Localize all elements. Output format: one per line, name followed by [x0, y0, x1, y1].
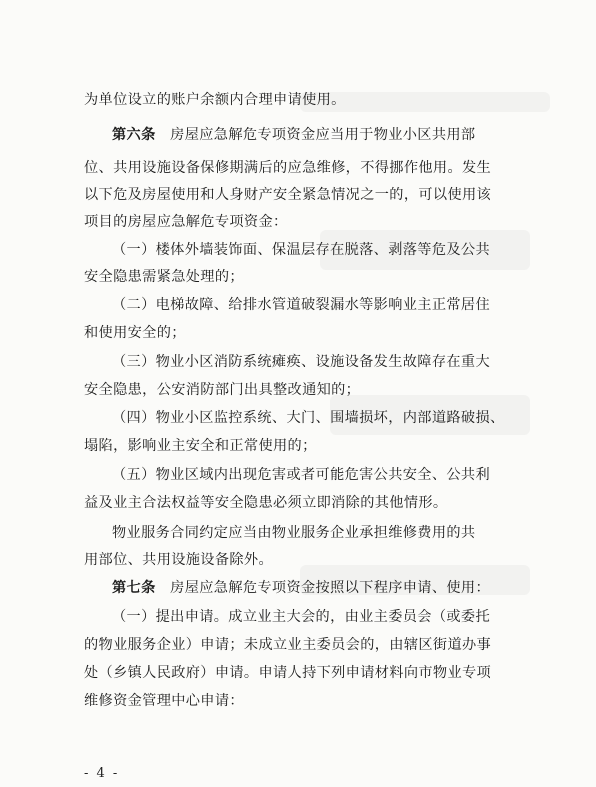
- text-line: 物业服务合同约定应当由物业服务企业承担维修费用的共: [112, 525, 476, 541]
- article-number: 第七条: [112, 580, 156, 596]
- article-heading-line: 第七条 房屋应急解危专项资金按照以下程序申请、使用：: [112, 580, 490, 596]
- text-line: （四）物业小区监控系统、大门、围墙损坏，内部道路破损、: [112, 410, 505, 426]
- text-line: 项目的房屋应急解危专项资金：: [84, 214, 288, 230]
- text-line: 以下危及房屋使用和人身财产安全紧急情况之一的，可以使用该: [84, 187, 492, 203]
- text-line: （三）物业小区消防系统瘫痪、设施设备发生故障存在重大: [112, 354, 490, 370]
- text-line: 处（乡镇人民政府）申请。申请人持下列申请材料向市物业专项: [84, 665, 492, 681]
- text-line: 维修资金管理中心申请：: [84, 693, 244, 709]
- article-number: 第六条: [112, 127, 156, 143]
- text-line: （一）提出申请。成立业主大会的，由业主委员会（或委托: [112, 609, 490, 625]
- text-line: 安全隐患需紧急处理的；: [84, 269, 244, 285]
- text-line: 为单位设立的账户余额内合理申请使用。: [84, 92, 346, 108]
- text-line: 用部位、共用设施设备除外。: [84, 552, 273, 568]
- text-line: 位、共用设施设备保修期满后的应急维修，不得挪作他用。发生: [84, 160, 492, 176]
- text-line: 塌陷，影响业主安全和正常使用的；: [84, 438, 317, 454]
- text-line: （一）楼体外墙装饰面、保温层存在脱落、剥落等危及公共: [112, 242, 490, 258]
- text-line: 的物业服务企业）申请；未成立业主委员会的，由辖区街道办事: [84, 637, 492, 653]
- text-line: 安全隐患，公安消防部门出具整改通知的；: [84, 382, 361, 398]
- page-number: - 4 -: [84, 766, 120, 781]
- article-heading-line: 第六条 房屋应急解危专项资金应当用于物业小区共用部: [112, 127, 476, 143]
- text-line: （二）电梯故障、给排水管道破裂漏水等影响业主正常居住: [112, 297, 490, 313]
- text-line: 益及业主合法权益等安全隐患必须立即消除的其他情形。: [84, 495, 448, 511]
- text-line: 和使用安全的；: [84, 325, 186, 341]
- text-line: （五）物业区域内出现危害或者可能危害公共安全、公共利: [112, 467, 490, 483]
